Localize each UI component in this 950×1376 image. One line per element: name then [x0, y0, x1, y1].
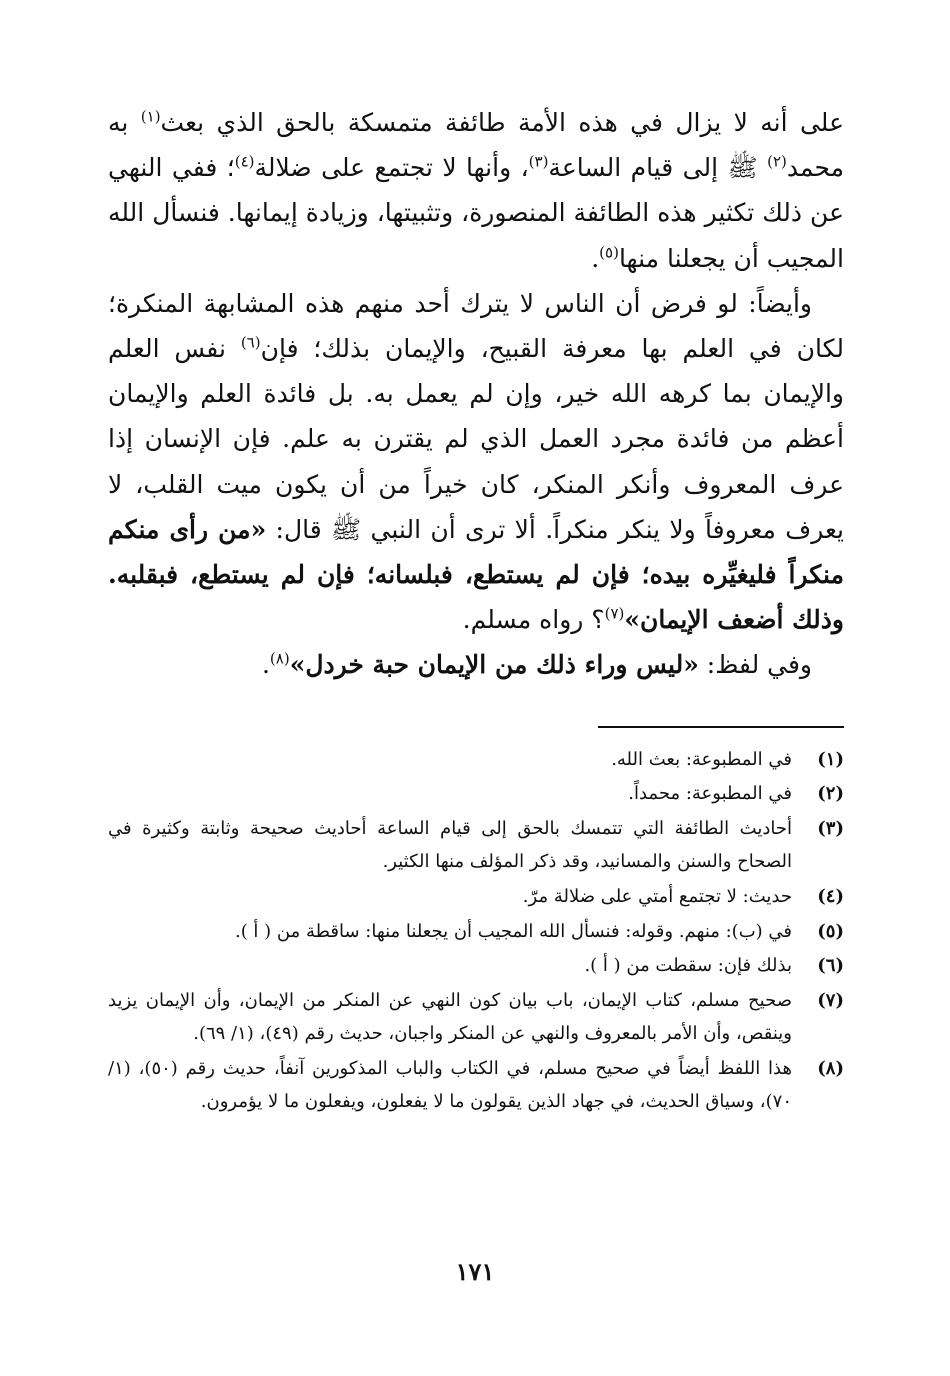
footnote-1 — [108, 744, 844, 777]
footnote-number: (٣) — [817, 818, 844, 840]
footnote-number: (٢) — [817, 783, 844, 805]
footnote-7 — [108, 985, 844, 1051]
footnote-divider — [598, 726, 844, 728]
page-number: ١٧١ — [455, 1257, 495, 1286]
p2-text-3: ؟ رواه مسلم. — [462, 605, 605, 635]
footnote-number: (٥) — [817, 920, 844, 942]
footnote-text: في (ب): منهم. وقوله: فنسأل الله المجيب أن يجعلنا منها: ساقطة من ( أ ). — [234, 920, 792, 942]
footnote-ref-4[interactable]: (٤) — [234, 152, 255, 171]
footnote-ref-1[interactable]: (١) — [140, 107, 161, 126]
p2-text-2: نفس العلم والإيمان بما كرهه الله خير، وإن لم يعمل به. بل فائدة العلم والإيمان أعظم من فائدة مجرد العمل الذي لم يقترن به علم. فإن الإنسان إذا عرف المعروف وأنكر المنكر، كان خيراً من أن يكون ميت القلب، لا يعرف معروفاً ولا ينكر منكراً. ألا ترى أن النبي ﷺ قال: — [108, 334, 845, 544]
footnote-4 — [108, 881, 844, 914]
footnote-3 — [108, 813, 844, 879]
footnote-ref-8[interactable]: (٨) — [269, 650, 290, 669]
main-text — [108, 100, 844, 688]
p1-text-5: ؛ ففي النهي عن ذلك تكثير هذه الطائفة المنصورة، وتثبيتها، وزيادة إيمانها. فنسأل الله المجيب أن يجعلنا منها — [108, 153, 844, 273]
footnote-ref-7[interactable]: (٧) — [604, 604, 625, 623]
footnote-text: في المطبوعة: بعث الله. — [611, 748, 792, 770]
footnote-text: بذلك فإن: سقطت من ( أ ). — [584, 955, 792, 977]
paragraph-2 — [108, 281, 844, 643]
footnote-ref-2[interactable]: (٢) — [767, 152, 787, 171]
footnote-number: (٨) — [817, 1057, 844, 1079]
p1-text-6: . — [591, 243, 600, 273]
p2-text-1: وأيضاً: لو فرض أن الناس لا يترك أحد منهم هذه المشابهة المنكرة؛ لكان في العلم بها معرفة القبيح، والإيمان بذلك؛ فإن — [108, 288, 844, 364]
footnote-number: (٦) — [817, 955, 844, 977]
footnote-2 — [108, 778, 844, 811]
footnotes — [108, 744, 844, 1119]
footnote-number: (١) — [817, 748, 844, 770]
footnote-text: هذا اللفظ أيضاً في صحيح مسلم، في الكتاب والباب المذكورين آنفاً، حديث رقم (٥٠)، (١/ ٧٠)، وسياق الحديث، في جهاد الذين يقولون ما لا يفعلون، ويفعلون ما لا يؤمرون. — [108, 1057, 792, 1112]
hadith-quote-1: «من رأى منكم منكراً فليغيِّره بيده؛ فإن لم يستطع، فبلسانه؛ فإن لم يستطع، فبقلبه. وذلك أضعف الإيمان» — [108, 514, 844, 635]
footnote-text: أحاديث الطائفة التي تتمسك بالحق إلى قيام الساعة أحاديث صحيحة وثابتة وكثيرة في الصحاح والسنن والمسانيد، وقد ذكر المؤلف منها الكثير. — [108, 818, 792, 873]
footnote-number: (٤) — [817, 885, 844, 907]
page-content — [108, 100, 844, 1120]
p1-text-4: ، وأنها لا تجتمع على ضلالة — [254, 153, 529, 183]
p1-text-3: ﷺ إلى قيام الساعة — [548, 153, 768, 183]
footnote-text: صحيح مسلم، كتاب الإيمان، باب بيان كون النهي عن المنكر من الإيمان، وأن الإيمان يزيد وينقص، وأن الأمر بالمعروف والنهي عن المنكر واجبان، حديث رقم (٤٩)، (١/ ٦٩). — [108, 990, 792, 1045]
footnote-number: (٧) — [817, 990, 844, 1012]
paragraph-1 — [108, 100, 844, 281]
footnote-text: في المطبوعة: محمداً. — [628, 783, 792, 805]
footnote-8 — [108, 1053, 844, 1119]
footnote-6 — [108, 950, 844, 983]
hadith-quote-2: «ليس وراء ذلك من الإيمان حبة خردل» — [289, 650, 699, 680]
footnote-ref-5[interactable]: (٥) — [599, 243, 619, 262]
footnote-ref-3[interactable]: (٣) — [528, 152, 549, 171]
footnote-5 — [108, 916, 844, 949]
p3-text-2: . — [261, 650, 270, 680]
footnote-ref-6[interactable]: (٦) — [240, 333, 261, 352]
p1-text-1: على أنه لا يزال في هذه الأمة طائفة متمسكة بالحق الذي بعث — [160, 108, 844, 137]
p1-text-2: به محمد — [108, 108, 844, 183]
footnote-text: حديث: لا تجتمع أمتي على ضلالة مرّ. — [522, 885, 792, 907]
paragraph-3 — [108, 642, 844, 687]
p3-text-1: وفي لفظ: — [698, 650, 812, 680]
